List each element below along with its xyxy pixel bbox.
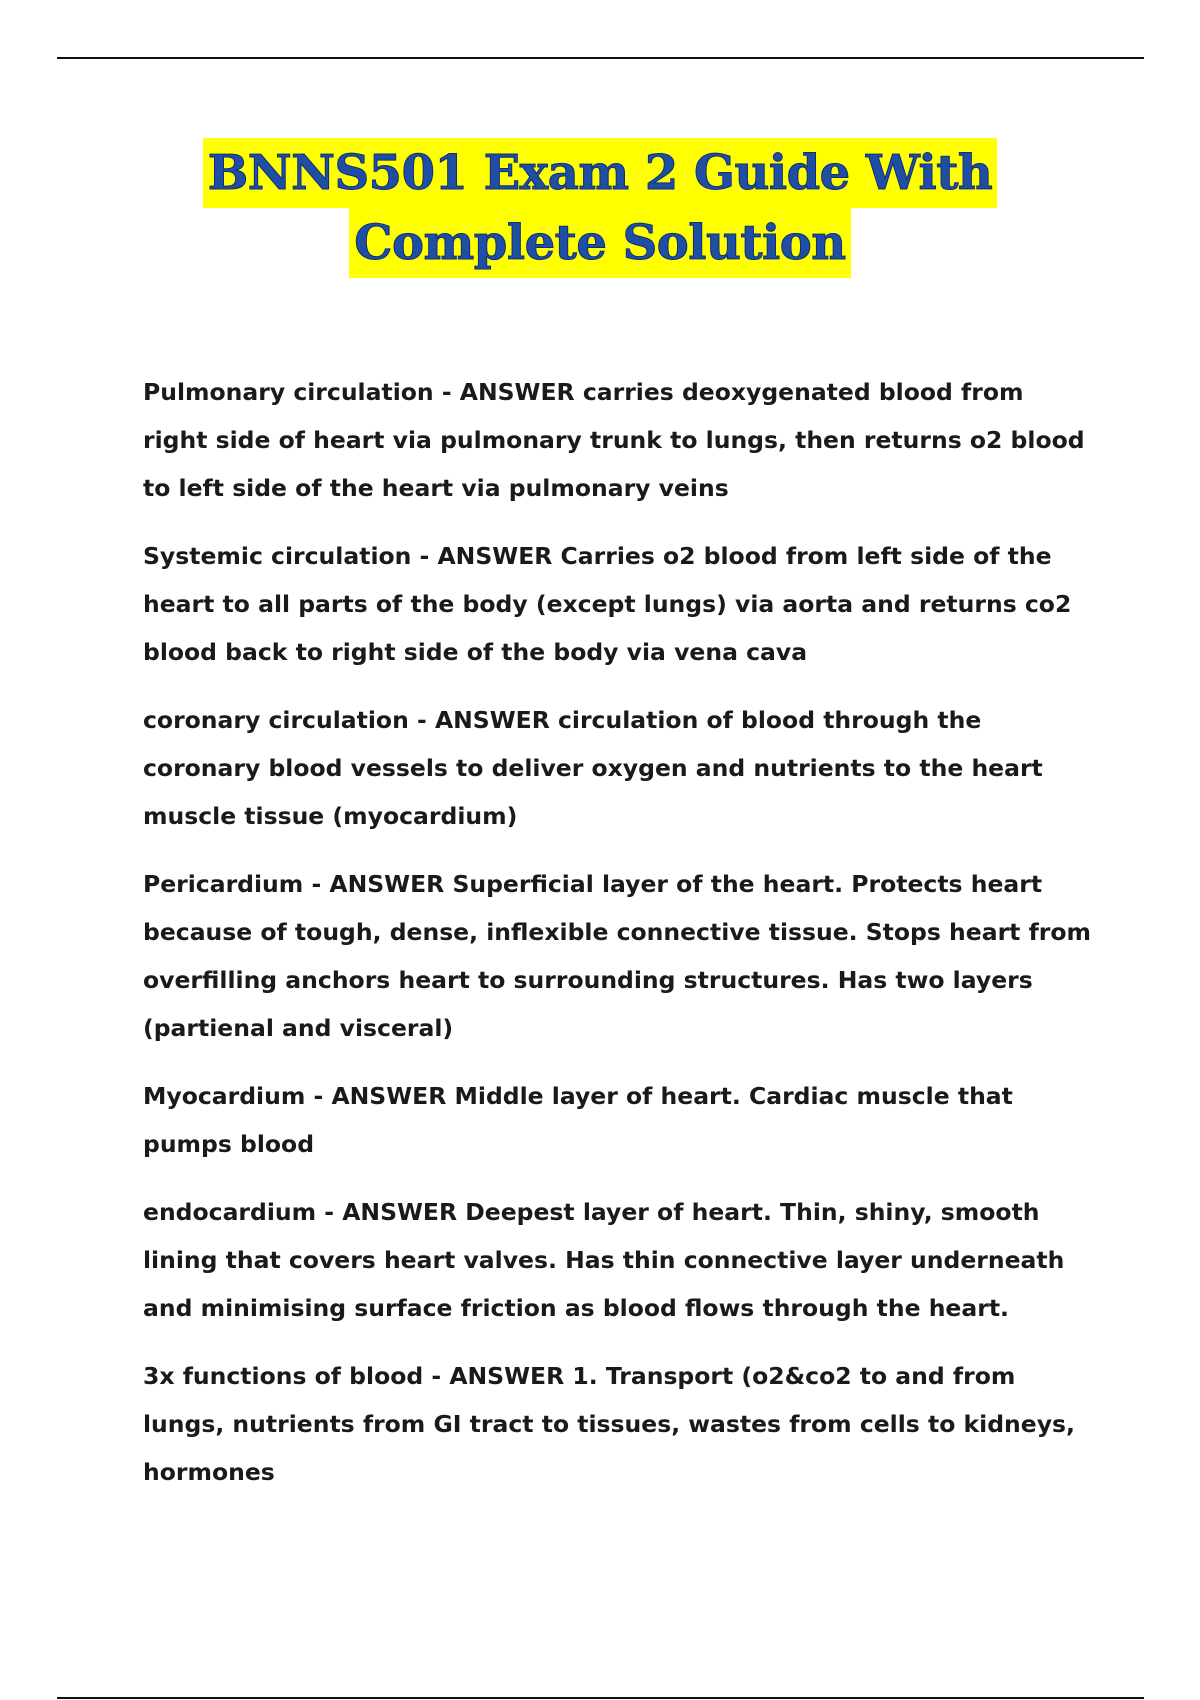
- entry-term: Pulmonary circulation: [143, 378, 434, 406]
- entry-answer-label: ANSWER: [329, 870, 445, 898]
- entry-term: Myocardium: [143, 1082, 306, 1110]
- qa-entry-myocardium: [143, 1072, 1093, 1168]
- entry-separator: -: [408, 706, 435, 734]
- qa-entry-coronary-circulation: [143, 696, 1093, 840]
- entry-separator: -: [423, 1362, 450, 1390]
- title-line-2: Complete Solution: [349, 208, 850, 278]
- entry-answer-label: ANSWER: [434, 706, 550, 734]
- entry-term: Systemic circulation: [143, 542, 412, 570]
- entry-answer-text: Carries o2 blood from left side of the heart to all parts of the body (except lungs) via aorta and returns co2 blood back to right side of the body via vena cava: [143, 542, 1072, 666]
- entry-answer-label: ANSWER: [342, 1198, 458, 1226]
- qa-entry-endocardium: [143, 1188, 1093, 1332]
- entry-separator: -: [411, 542, 438, 570]
- entry-separator: -: [303, 870, 330, 898]
- entry-term: coronary circulation: [143, 706, 409, 734]
- entry-answer-text: circulation of blood through the coronary blood vessels to deliver oxygen and nutrients to the heart muscle tissue (myocardium): [143, 706, 1043, 830]
- entry-term: Pericardium: [143, 870, 304, 898]
- qa-list: [143, 368, 1093, 1516]
- entry-answer-text: 1. Transport (o2&co2 to and from lungs, nutrients from GI tract to tissues, wastes from cells to kidneys, hormones: [143, 1362, 1075, 1486]
- top-rule: [57, 57, 1144, 59]
- entry-term: 3x functions of blood: [143, 1362, 424, 1390]
- qa-entry-pericardium: [143, 860, 1093, 1052]
- entry-answer-text: Deepest layer of heart. Thin, shiny, smooth lining that covers heart valves. Has thin connective layer underneath and minimising surface friction as blood flows through the heart.: [143, 1198, 1065, 1322]
- qa-entry-pulmonary-circulation: [143, 368, 1093, 512]
- entry-answer-text: Middle layer of heart. Cardiac muscle that pumps blood: [143, 1082, 1013, 1158]
- qa-entry-systemic-circulation: [143, 532, 1093, 676]
- entry-separator: -: [316, 1198, 343, 1226]
- entry-answer-text: Superficial layer of the heart. Protects heart because of tough, dense, inflexible connective tissue. Stops heart from overfilling anchors heart to surrounding structures. Has two layers (partienal and visceral): [143, 870, 1092, 1042]
- entry-term: endocardium: [143, 1198, 317, 1226]
- bottom-rule: [57, 1697, 1144, 1699]
- title-line-1: BNNS501 Exam 2 Guide With: [203, 138, 998, 208]
- qa-entry-functions-of-blood: [143, 1352, 1093, 1496]
- entry-answer-label: ANSWER: [449, 1362, 565, 1390]
- entry-answer-label: ANSWER: [437, 542, 553, 570]
- entry-answer-text: carries deoxygenated blood from right side of heart via pulmonary trunk to lungs, then returns o2 blood to left side of the heart via pulmonary veins: [143, 378, 1085, 502]
- entry-answer-label: ANSWER: [459, 378, 575, 406]
- entry-separator: -: [433, 378, 460, 406]
- document-title: [0, 138, 1200, 278]
- entry-answer-label: ANSWER: [331, 1082, 447, 1110]
- entry-separator: -: [305, 1082, 332, 1110]
